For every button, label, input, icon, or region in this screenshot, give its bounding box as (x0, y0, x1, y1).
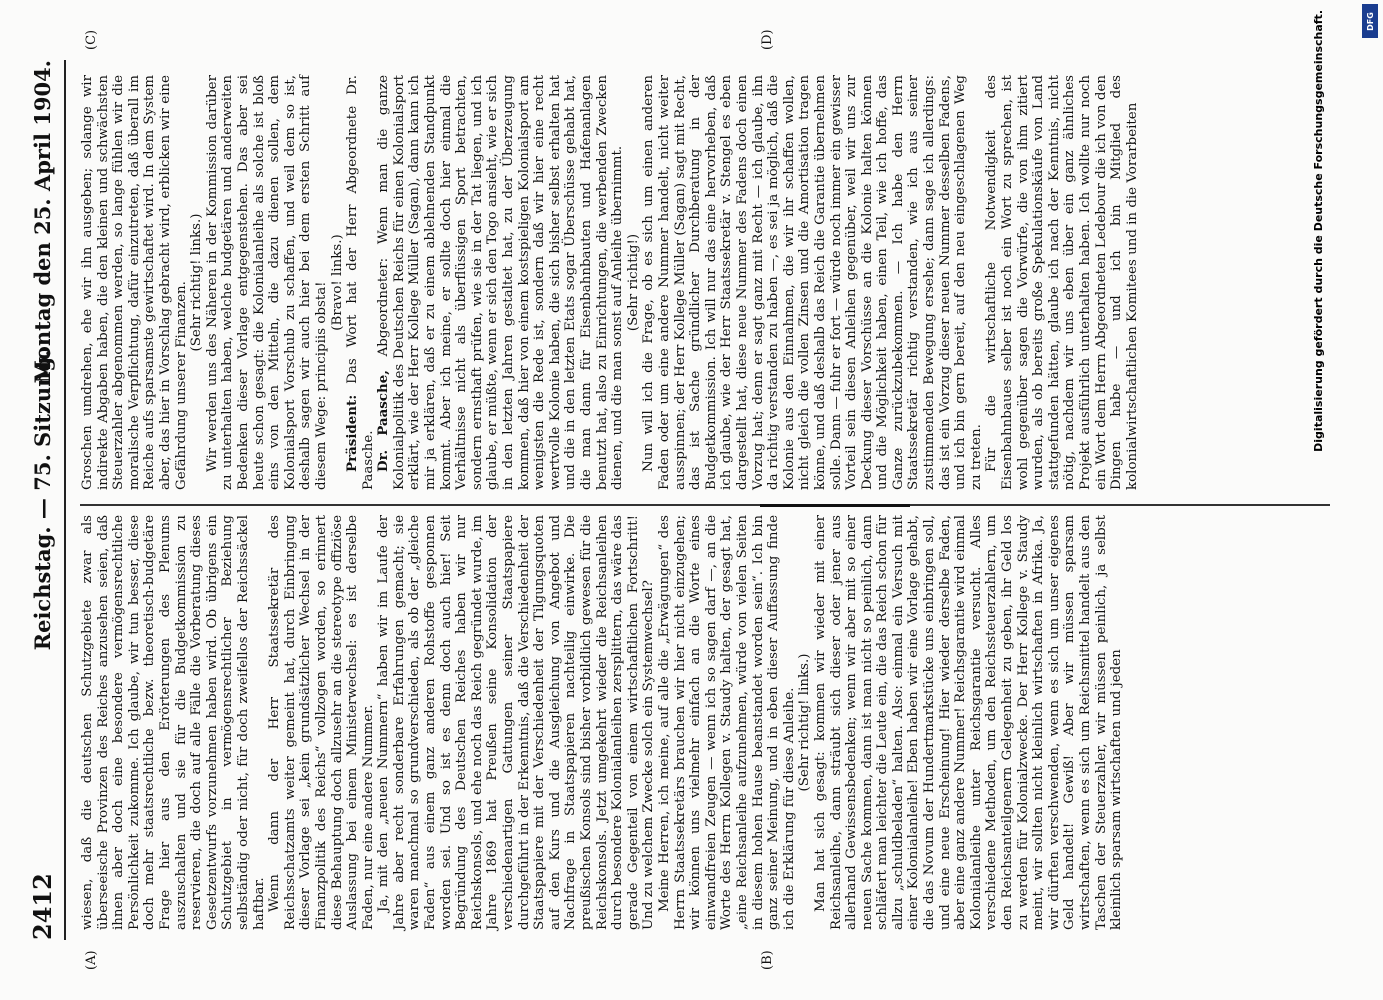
paragraph: Man hat sich gesagt: kommen wir wieder mit einer Reichsanleihe, dann sträubt sich dieser oder jener aus allerhand Gewissensbedenken; wenn wir aber mit so einer neuen Sache kommen, dann ist man nicht so peinlich, dann schläfert man leichter die Leute ein, die das Reich schon für allzu „schuldbeladen“ halten. Also: einmal ein Versuch mit einer Kolonialanleihe! Eben haben wir eine Vorlage gehabt, die das Novum der Hundertmarkstücke uns einbringen soll, und eine neue Erscheinung! Hier wieder derselbe Faden, aber eine ganz andere Nummer! Reichsgarantie wird einmal Kolonialanleihe unter Reichsgarantie versucht. Alles verschiedene Methoden, um den Reichssteuerzahlern, um den Reichsanteilgenern Gelegenheit zu geben, ihr Geld los zu werden für Kolonialzwecke. Der Herr Kollege v. Staudy meint, wir sollten nicht kleinlich wirtschaften in Afrika. Ja, wir dürften verschwenden, wenn es sich um unser eigenes Geld handelt! Gewiß! Aber wir müssen sparsam wirtschaften, wenn es sich um Reichsmittel handelt aus den Taschen der Steuerzahler, wir müssen peinlich, ja selbst kleinlich sparsam wirtschaften und jeden (812, 515, 1125, 930)
interjection: (Sehr richtig! links.) (797, 653, 813, 792)
paragraph-text: Das Wort hat der Herr Abgeordnete Dr. Paasche. (345, 75, 376, 490)
session-date: Montag den 25. April 1904. (30, 60, 55, 384)
dfg-funding-notice (1312, 0, 1380, 1000)
dfg-notice-text-wrap (1312, 10, 1383, 990)
page-number: 2412 (28, 873, 57, 940)
left-text-column (80, 515, 1125, 930)
speaker-label: Dr. Paasche, (375, 370, 392, 472)
session-title: Reichstag. — 75. Sitzung. (30, 349, 55, 651)
paragraph: Wir werden uns des Näheren in der Kommission darüber zu unterhalten haben, welche budgetären und anderweiten Bedenken dieser Vorlage entgegenstehen. Das aber sei heute schon gesagt: die Kolonialanleihe als solche ist bloß eins von den Mitteln, die dazu dienen sollen, dem Kolonialsport Vorschub zu schaffen, und weil dem so ist, deshalb sagen wir auch hier bei dem ersten Schritt auf diesem Wege: principiis obsta! (204, 75, 329, 490)
margin-marker-a: (A) (84, 950, 99, 970)
margin-marker-c: (C) (84, 29, 99, 50)
paragraph (345, 75, 376, 490)
paragraph: Wenn dann der Herr Staatssekretär des Reichsschatzamts weiter gemeint hat, durch Einbringung dieser Vorlage sei „kein grundsätzlicher Wechsel in der Finanzpolitik des Reichs“ vollzogen worden, so erinnert diese Behauptung doch allzusehr an die stereotype offiziöse Auslassung bei einem Ministerwechsel: es ist derselbe Faden, nur eine andere Nummer. (267, 515, 376, 930)
paragraph: Nun will ich die Frage, ob es sich um einen anderen Faden oder um eine andere Nummer handelt, nicht weiter ausspinnen; der Herr Kollege Müller (Sagan) sagt mit Recht, das ist Sache gründlicher Durchberatung in der Budgetkommission. Ich will nur das eine hervorheben, daß ich glaube, wie der Herr Staatssekretär v. Stengel es eben dargestellt hat, diese neue Nummer des Fadens doch einen Vorzug hat; denn er sagt ganz mit Recht — ich glaube, ihn da richtig verstanden zu haben —, es sei ja möglich, daß die Kolonie aus den Einnahmen, die wir ihr schaffen wollen, nicht gleich die vollen Zinsen und die Amortisation tragen könne, und daß deshalb das Reich die Garantie übernehmen solle. Dann — fuhr er fort — würde noch immer ein gewisser Vorteil sein diesen Anleihen gegenüber, weil wir uns zur Deckung dieser Vorschüsse an die Kolonie halten können und die Möglichkeit haben, einen Teil, wie ich hoffe, das Ganze zurückzubekommen. — Ich habe den Herrn Staatssekretär richtig verstanden, wie ich aus seiner zustimmenden Bewegung ersehe; dann sage ich allerdings: das ist ein Vorzug dieser neuen Nummer desselben Fadens, und ich bin gern bereit, auf den neu eingeschlagenen Weg zu treten. (641, 75, 984, 490)
right-text-column (80, 75, 1140, 490)
paragraph-text: Abgeordneter: Wenn man die ganze Kolonialpolitik des Deutschen Reichs für einen Kolonialsport erklärt, wie der Herr Kollege Müller (Sagan), dann kann ich mir ja erklären, daß er zu einem ablehnenden Standpunkt kommt. Aber ich meine, er sollte doch hier einmal die Verhältnisse nicht als überflüssigen Sport betrachten, sondern ernsthaft prüfen, wie sie in der Tat liegen, und ich glaube, er müßte, wenn er sich den Togo ansieht, wie er sich in den letzten Jahren gestaltet hat, zu der Überzeugung kommen, daß hier von einem kostspieligen Kolonialsport am wenigsten die Rede ist, sondern daß wir hier eine recht wertvolle Kolonie haben, die sich bisher selbst erhalten hat und die in den letzten Etats sogar Überschüsse gehabt hat, die man dann für Eisenbahnbauten und Hafenanlagen benutzt hat, also zu Einrichtungen, die werbenden Zwecken dienen, und die man sonst auf Anleihe übernimmt. (376, 75, 626, 490)
paragraph: Meine Herren, ich meine, auf alle die „Erwägungen“ des Herrn Staatssekretärs brauchen wir hier nicht einzugehen; wir können uns vielmehr einfach an die Worte eines einwandfreien Zeugen — wenn ich so sagen darf —, an die Worte des Herrn Kollegen v. Staudy halten, der gesagt hat, „eine Reichsanleihe aufzunehmen, würde von vielen Seiten in diesem hohen Hause beanstandet worden sein“. Ich bin ganz seiner Meinung, und in eben dieser Auffassung finde ich die Erklärung für diese Anleihe. (656, 515, 797, 930)
paragraph: Ja, mit den „neuen Nummern“ haben wir im Laufe der Jahre aber recht sonderbare Erfahrungen gemacht; sie waren manchmal so grundverschieden, als ob der „gleiche Faden“ aus einem ganz anderen Rohstoffe gesponnen worden sei. Und so ist es denn doch auch hier! Seit Begründung des Deutschen Reiches haben wir nur Reichskonsols, und ehe noch das Reich gegründet wurde, im Jahre 1869 hat Preußen seine Konsolidation der verschiedenartigen Gattungen seiner Staatspapiere durchgeführt in der Erkenntnis, daß die Verschiedenheit der Staatspapiere mit der Verschiedenheit der Tilgungsquoten auf den Kurs und die Ausgleichung von Angebot und Nachfrage in Staatspapieren nachteilig einwirke. Die preußischen Konsols sind bisher vorbildlich gewesen für die Reichskonsols. Jetzt umgekehrt wieder die Reichsanleihen durch besondere Kolonialanleihen zersplittern, das wäre das gerade Gegenteil von einem wirtschaftlichen Fortschritt! Und zu welchem Zwecke solch ein Systemwechsel? (376, 515, 657, 930)
page-header (20, 60, 66, 940)
dfg-logo: DFG (1362, 4, 1378, 38)
column-divider (80, 505, 1330, 507)
paragraph: Für die wirtschaftliche Notwendigkeit des Eisenbahnbaues selber ist noch ein Wort zu sprechen, ist wohl gegenüber sagen die Vorwürfe, die von ihm zitiert wurden, als ob bereits große Spekulationskäufe von Land stattgefunden hätten, glaube ich nach der Kenntnis, nicht nötig, nachdem wir uns eben über ein ganz ähnliches Projekt ausführlich unterhalten haben. Ich wollte nur noch ein Wort dem Herrn Abgeordneten Ledebour die ich von den Dingen habe — und ich bin Mitglied des kolonialwirtschaftlichen Komitees und in die Vorarbeiten (984, 75, 1140, 490)
paragraph: wiesen, daß die deutschen Schutzgebiete zwar als überseeische Provinzen des Reiches anzusehen seien, daß ihnen aber doch eine besondere vermögensrechtliche Persönlichkeit zukomme. Ich glaube, wir tun besser, diese doch mehr staatsrechtliche bezw. theoretisch-budgetäre Frage hier aus den Erörterungen des Plenums auszuschalten und sie für die Budgetkommission zu reservieren, die doch auf alle Fälle die Vorberatung dieses Gesetzentwurfs vorzunehmen haben wird. Ob übrigens ein Schutzgebiet in vermögensrechtlicher Beziehung selbständig oder nicht, für doch zweifellos der Reichssäckel haftbar. (80, 515, 267, 930)
interjection: (Bravo! links.) (329, 234, 345, 331)
margin-marker-d: (D) (760, 29, 775, 50)
interjection: (Sehr richtig!) (625, 233, 641, 332)
paragraph: Groschen umdrehen, ehe wir ihn ausgeben; solange wir indirekte Abgaben haben, die den kleinen und schwächsten Steuerzahler abgenommen werden, so lange fühlen wir die moralische Verpflichtung, dafür einzutreten, daß überall im Reiche aufs sparsamste gewirtschaftet wird. In dem System aber, das hier in Vorschlag gebracht wird, erblicken wir eine Gefährdung unserer Finanzen. (80, 75, 189, 490)
margin-marker-b: (B) (760, 950, 775, 970)
dfg-notice-text: Digitalisierung gefördert durch die Deutsche Forschungsgemeinschaft. (1312, 10, 1325, 452)
column-divider-bold (760, 504, 910, 507)
interjection: (Sehr richtig! links.) (189, 213, 205, 352)
paragraph (376, 75, 626, 490)
speaker-label: Präsident: (344, 394, 361, 472)
